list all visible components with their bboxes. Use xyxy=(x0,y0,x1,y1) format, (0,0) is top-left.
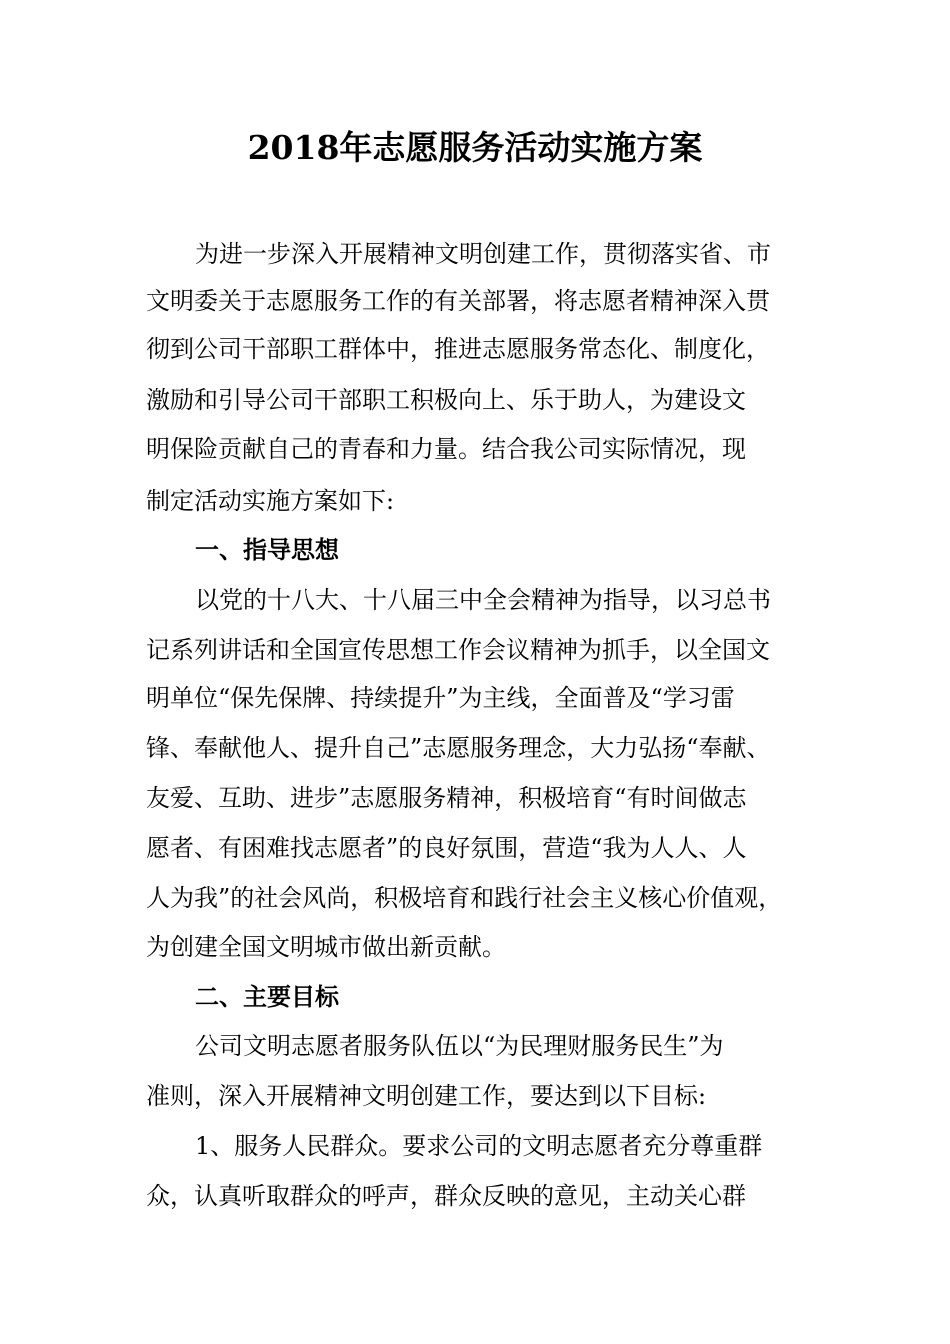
section-1-line-6: 愿者、有困难找志愿者”的良好氛围，营造“我为人人、人 xyxy=(146,834,747,862)
section-1-heading: 一、指导思想 xyxy=(195,536,339,564)
intro-line-2: 文明委关于志愿服务工作的有关部署，将志愿者精神深入贯 xyxy=(146,287,770,315)
intro-line-1: 为进一步深入开展精神文明创建工作，贯彻落实省、市 xyxy=(195,240,771,268)
intro-line-6: 制定活动实施方案如下: xyxy=(146,487,395,515)
section-1-line-8: 为创建全国文明城市做出新贡献。 xyxy=(146,933,506,961)
section-1-line-2: 记系列讲话和全国宣传思想工作会议精神为抓手，以全国文 xyxy=(146,636,770,664)
section-2-line-4: 众，认真听取群众的呼声，群众反映的意见，主动关心群 xyxy=(146,1182,746,1210)
intro-line-3: 彻到公司干部职工群体中，推进志愿服务常态化、制度化， xyxy=(146,335,770,363)
section-2-line-1: 公司文明志愿者服务队伍以“为民理财服务民生”为 xyxy=(195,1032,724,1060)
section-2-line-2: 准则，深入开展精神文明创建工作，要达到以下目标: xyxy=(146,1082,707,1110)
section-1-line-3: 明单位“保先保牌、持续提升”为主线，全面普及“学习雷 xyxy=(146,684,735,712)
intro-line-5: 明保险贡献自己的青春和力量。结合我公司实际情况，现 xyxy=(146,435,746,463)
section-2-heading: 二、主要目标 xyxy=(195,983,339,1011)
intro-line-4: 激励和引导公司干部职工积极向上、乐于助人，为建设文 xyxy=(146,386,746,414)
section-1-line-5: 友爱、互助、进步”志愿服务精神，积极培育“有时间做志 xyxy=(146,784,747,812)
section-1-line-1: 以党的十八大、十八届三中全会精神为指导，以习总书 xyxy=(195,586,771,614)
section-1-line-7: 人为我”的社会风尚，积极培育和践行社会主义核心价值观， xyxy=(146,884,783,912)
document-title: 2018年志愿服务活动实施方案 xyxy=(247,128,703,167)
section-2-line-3: 1、服务人民群众。要求公司的文明志愿者充分尊重群 xyxy=(195,1132,763,1160)
section-1-line-4: 锋、奉献他人、提升自己”志愿服务理念，大力弘扬“奉献、 xyxy=(146,734,771,762)
